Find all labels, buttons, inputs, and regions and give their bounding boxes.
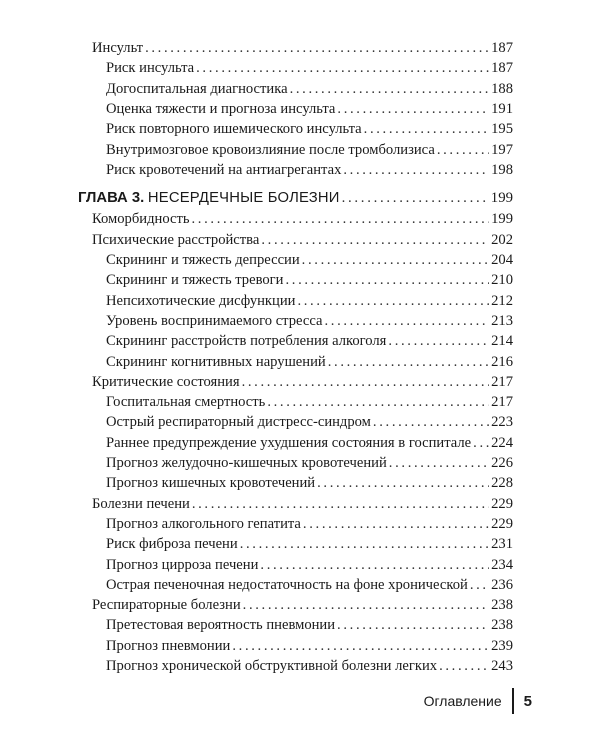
leader-dots xyxy=(437,140,489,160)
toc-entry-page: 199 xyxy=(490,190,513,206)
toc-entry[interactable] xyxy=(92,38,513,58)
toc-entry-title: Респираторные болезни xyxy=(92,597,241,613)
toc-entry-page: 188 xyxy=(491,81,513,97)
leader-dots xyxy=(240,534,489,554)
toc-entry-page: 243 xyxy=(491,658,513,674)
toc-entry-title: Риск инсульта xyxy=(106,60,195,76)
toc-entry-title: Острая печеночная недостаточность на фоне хронической xyxy=(106,577,468,593)
leader-dots xyxy=(267,392,489,412)
leader-dots xyxy=(342,188,489,208)
leader-dots xyxy=(192,209,490,229)
toc-entry-title: Прогноз алкогольного гепатита xyxy=(106,516,301,532)
chapter-name: НЕСЕРДЕЧНЫЕ БОЛЕЗНИ xyxy=(147,190,340,206)
toc-entry-page: 238 xyxy=(491,617,513,633)
leader-dots xyxy=(242,372,490,392)
toc-entry[interactable] xyxy=(106,656,513,676)
toc-entry-page: 234 xyxy=(491,557,513,573)
leader-dots xyxy=(324,311,489,331)
toc-entry[interactable] xyxy=(106,473,513,493)
leader-dots xyxy=(145,38,489,58)
footer-separator xyxy=(512,688,514,714)
toc-entry-page: 195 xyxy=(491,121,513,137)
toc-entry[interactable] xyxy=(92,209,513,229)
toc-entry-page: 217 xyxy=(491,374,513,390)
toc-entry-title: Прогноз хронической обструктивной болезни легких xyxy=(106,658,438,674)
toc-entry-title: Претестовая вероятность пневмонии xyxy=(106,617,336,633)
chapter-label: ГЛАВА 3. xyxy=(78,190,145,206)
toc-entry-title: Прогноз пневмонии xyxy=(106,638,231,654)
toc-entry-title: Риск фиброза печени xyxy=(106,536,238,552)
toc-entry[interactable] xyxy=(106,352,513,372)
toc-entry[interactable] xyxy=(92,230,513,250)
toc-entry-title: Прогноз цирроза печени xyxy=(106,557,259,573)
leader-dots xyxy=(290,79,490,99)
leader-dots xyxy=(232,636,489,656)
toc-entry-title: Инсульт xyxy=(92,40,144,56)
toc-entry[interactable] xyxy=(106,250,513,270)
toc-entry[interactable] xyxy=(106,534,513,554)
toc-entry-title: Госпитальная смертность xyxy=(106,394,266,410)
toc-entry-page: 236 xyxy=(491,577,513,593)
toc-entry[interactable] xyxy=(106,555,513,575)
footer-section-label: Оглавление xyxy=(423,693,502,709)
toc-entry-title: Психические расстройства xyxy=(92,232,260,248)
toc-entry-title: Критические состояния xyxy=(92,374,240,390)
leader-dots xyxy=(389,453,489,473)
toc-entry-page: 238 xyxy=(491,597,513,613)
toc-entry-title: Скрининг расстройств потребления алкоголя xyxy=(106,333,387,349)
leader-dots xyxy=(196,58,489,78)
leader-dots xyxy=(192,494,489,514)
toc-entry-page: 197 xyxy=(491,142,513,158)
toc-entry-title: Уровень воспринимаемого стресса xyxy=(106,313,323,329)
leader-dots xyxy=(303,514,489,534)
toc-entry[interactable] xyxy=(106,99,513,119)
toc-entry-title: Острый респираторный дистресс-синдром xyxy=(106,414,371,430)
page-footer xyxy=(424,688,532,714)
toc-entry-page: 217 xyxy=(491,394,513,410)
toc-entry-page: 229 xyxy=(491,516,513,532)
toc-entry-title: Прогноз кишечных кровотечений xyxy=(106,475,316,491)
toc-entry-page: 198 xyxy=(491,162,513,178)
toc-entry-title: Болезни печени xyxy=(92,496,190,512)
toc-entry-page: 224 xyxy=(491,435,513,451)
toc-entry-page: 239 xyxy=(491,638,513,654)
toc-entry-page: 228 xyxy=(491,475,513,491)
toc-entry-title: Непсихотические дисфункции xyxy=(106,293,296,309)
leader-dots xyxy=(243,595,489,615)
toc-entry-page: 213 xyxy=(491,313,513,329)
toc-entry[interactable] xyxy=(106,311,513,331)
toc-entry-page: 214 xyxy=(491,333,513,349)
toc-entry-page: 187 xyxy=(491,60,513,76)
toc-entry-page: 223 xyxy=(491,414,513,430)
leader-dots xyxy=(337,615,489,635)
toc-entry-title: Скрининг и тяжесть депрессии xyxy=(106,252,300,268)
leader-dots xyxy=(473,433,489,453)
toc-entry-title: Риск повторного ишемического инсульта xyxy=(106,121,362,137)
toc-entry[interactable] xyxy=(106,514,513,534)
toc-entry[interactable] xyxy=(92,372,513,392)
toc-entry[interactable] xyxy=(106,140,513,160)
toc-entry[interactable] xyxy=(92,595,513,615)
toc-entry-page: 199 xyxy=(491,211,513,227)
toc-entry-page: 226 xyxy=(491,455,513,471)
toc-entry-title: Оценка тяжести и прогноза инсульта xyxy=(106,101,336,117)
leader-dots xyxy=(261,230,489,250)
toc-entry-title: Коморбидность xyxy=(92,211,190,227)
toc-entry[interactable] xyxy=(92,494,513,514)
toc-entry[interactable] xyxy=(106,615,513,635)
toc-entry-page: 204 xyxy=(491,252,513,268)
leader-dots xyxy=(328,352,489,372)
leader-dots xyxy=(439,656,489,676)
toc-chapter-title xyxy=(78,188,340,208)
toc-entry-page: 231 xyxy=(491,536,513,552)
toc-entry[interactable] xyxy=(106,453,513,473)
leader-dots xyxy=(364,119,489,139)
toc-entry[interactable] xyxy=(106,291,513,311)
toc-entry-title: Риск кровотечений на антиагрегантах xyxy=(106,162,342,178)
leader-dots xyxy=(302,250,489,270)
toc-entry-title: Раннее предупреждение ухудшения состояния в госпитале xyxy=(106,435,472,451)
leader-dots xyxy=(297,291,489,311)
leader-dots xyxy=(470,575,489,595)
toc-entry[interactable] xyxy=(106,331,513,351)
leader-dots xyxy=(373,412,489,432)
leader-dots xyxy=(260,555,489,575)
footer-page-number: 5 xyxy=(523,692,532,710)
toc-entry[interactable] xyxy=(106,119,513,139)
toc-entry-page: 187 xyxy=(491,40,513,56)
leader-dots xyxy=(317,473,489,493)
toc-entry[interactable] xyxy=(106,58,513,78)
toc-entry-title: Прогноз желудочно-кишечных кровотечений xyxy=(106,455,387,471)
leader-dots xyxy=(285,270,489,290)
toc-entry-title: Скрининг и тяжесть тревоги xyxy=(106,272,284,288)
toc-entry[interactable] xyxy=(106,412,513,432)
toc-entry-page: 216 xyxy=(491,354,513,370)
toc-entry[interactable] xyxy=(106,270,513,290)
toc-entry[interactable] xyxy=(106,79,513,99)
toc-chapter-entry[interactable] xyxy=(78,188,513,208)
toc-entry-page: 229 xyxy=(491,496,513,512)
leader-dots xyxy=(337,99,489,119)
toc-entry[interactable] xyxy=(106,575,513,595)
toc-entry-page: 212 xyxy=(491,293,513,309)
toc-entry[interactable] xyxy=(106,433,513,453)
toc-entry-page: 202 xyxy=(491,232,513,248)
toc-entry-page: 210 xyxy=(491,272,513,288)
toc-entry-title: Догоспитальная диагностика xyxy=(106,81,288,97)
toc-entry[interactable] xyxy=(106,636,513,656)
leader-dots xyxy=(388,331,489,351)
toc-entry[interactable] xyxy=(106,160,513,180)
toc-entry-title: Внутримозговое кровоизлияние после тромболизиса xyxy=(106,142,435,158)
toc-entry-page: 191 xyxy=(491,101,513,117)
toc-entry-title: Скрининг когнитивных нарушений xyxy=(106,354,326,370)
toc-entry[interactable] xyxy=(106,392,513,412)
leader-dots xyxy=(343,160,489,180)
